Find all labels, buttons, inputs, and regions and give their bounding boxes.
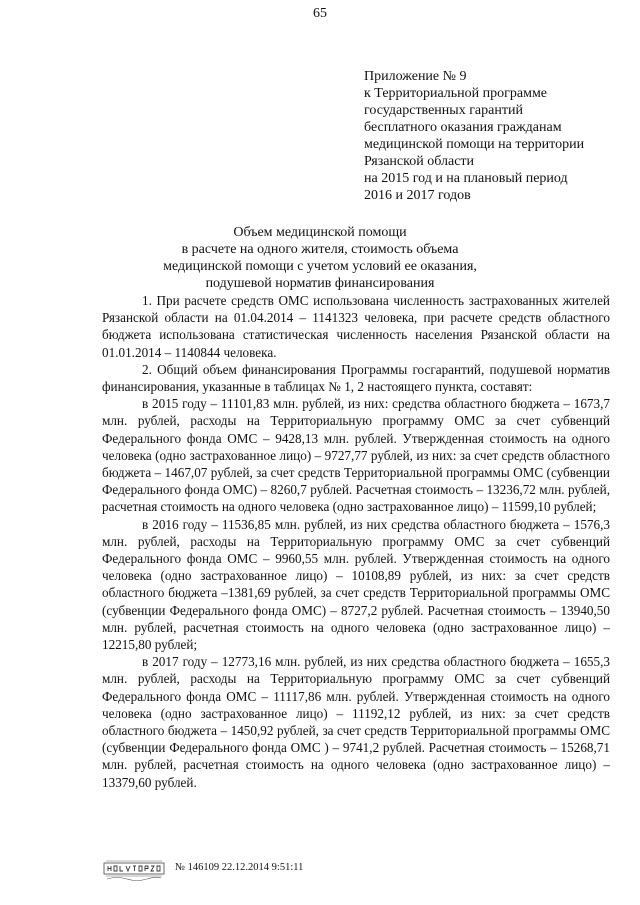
registry-stamp-icon — [103, 855, 165, 881]
paragraph-2015: в 2015 году – 11101,83 млн. рублей, из них: средства областного бюджета – 1673,7 млн. рублей, расходы на Территориальную программу ОМС за счет субвенций Федерального фонда ОМС – 9428,13 млн. рублей. Утвержденная стоимость на одного человека (одно застрахованное лицо) – 9727,77 рублей, из них: за счет средств областного бюджета – 1467,07 рублей, за счет средств Территориальной программы ОМС (субвенции Федерального фонда ОМС) – 8260,7 рублей. Расчетная стоимость – 13236,72 млн. рублей, расчетная стоимость на одного человека (одно застрахованное лицо) – 11599,10 рублей; — [102, 396, 610, 515]
page-number: 65 — [313, 6, 327, 21]
title-line: Объем медицинской помощи — [233, 225, 407, 240]
document-body — [102, 292, 610, 791]
registration-number: 146109 — [187, 862, 220, 873]
title-line: в расчете на одного жителя, стоимость объема — [181, 242, 459, 257]
number-sign: № — [175, 862, 186, 873]
document-title — [90, 224, 550, 292]
paragraph-2016: в 2016 году – 11536,85 млн. рублей, из них средства областного бюджета – 1576,3 млн. рублей, расходы на Территориальную программу ОМС за счет субвенций Федерального фонда ОМС – 9960,55 млн. рублей. Утвержденная стоимость на одного человека (одно застрахованное лицо) – 10108,89 рублей, из них: за счет средств областного бюджета –1381,69 рублей, за счет средств Территориальной программы ОМС (субвенции Федерального фонда ОМС) – 8727,2 рублей. Расчетная стоимость – 13940,50 млн. рублей, расчетная стоимость на одного человека (одно застрахованное лицо) – 12215,80 рублей; — [102, 516, 610, 653]
appendix-line: 2016 и 2017 годов — [364, 188, 471, 203]
title-line: медицинской помощи с учетом условий ее оказания, — [163, 259, 477, 274]
appendix-line: государственных гарантий — [364, 103, 523, 118]
appendix-line: бесплатного оказания гражданам — [364, 120, 562, 135]
appendix-line: на 2015 год и на плановый период — [364, 171, 568, 186]
title-line: подушевой норматив финансирования — [205, 276, 435, 291]
appendix-header — [364, 68, 624, 204]
appendix-line: Рязанской области — [364, 154, 475, 169]
appendix-line: к Территориальной программе — [364, 86, 548, 101]
paragraph-2017: в 2017 году – 12773,16 млн. рублей, из них средства областного бюджета – 1655,3 млн. рублей, расходы на Территориальную программу ОМС за счет субвенций Федерального фонда ОМС – 11117,86 млн. рублей. Утвержденная стоимость на одного человека (одно застрахованное лицо) – 11192,12 рублей, из них: за счет средств областного бюджета – 1450,92 рублей, за счет средств Территориальной программы ОМС (субвенции Федерального фонда ОМС ) – 9741,2 рублей. Расчетная стоимость – 15268,71 млн. рублей, расчетная стоимость на одного человека (одно застрахованное лицо) – 13379,60 рублей. — [102, 654, 610, 790]
appendix-line: Приложение № 9 — [364, 69, 467, 84]
document-footer — [103, 853, 303, 883]
registration-datetime: 22.12.2014 9:51:11 — [221, 862, 304, 873]
registration-stamp-text — [175, 862, 303, 874]
appendix-line: медицинской помощи на территории — [364, 137, 585, 152]
paragraph-financing-intro: 2. Общий объем финансирования Программы госгарантий, подушевой норматив финансирования, указанные в таблицах № 1, 2 настоящего пункта, составят: — [102, 361, 610, 395]
paragraph-population: 1. При расчете средств ОМС использована численность застрахованных жителей Рязанской области на 01.04.2014 – 1141323 человека, при расчете средств областного бюджета использована статистическая численность населения Рязанской области на 01.01.2014 – 1140844 человека. — [102, 293, 610, 360]
